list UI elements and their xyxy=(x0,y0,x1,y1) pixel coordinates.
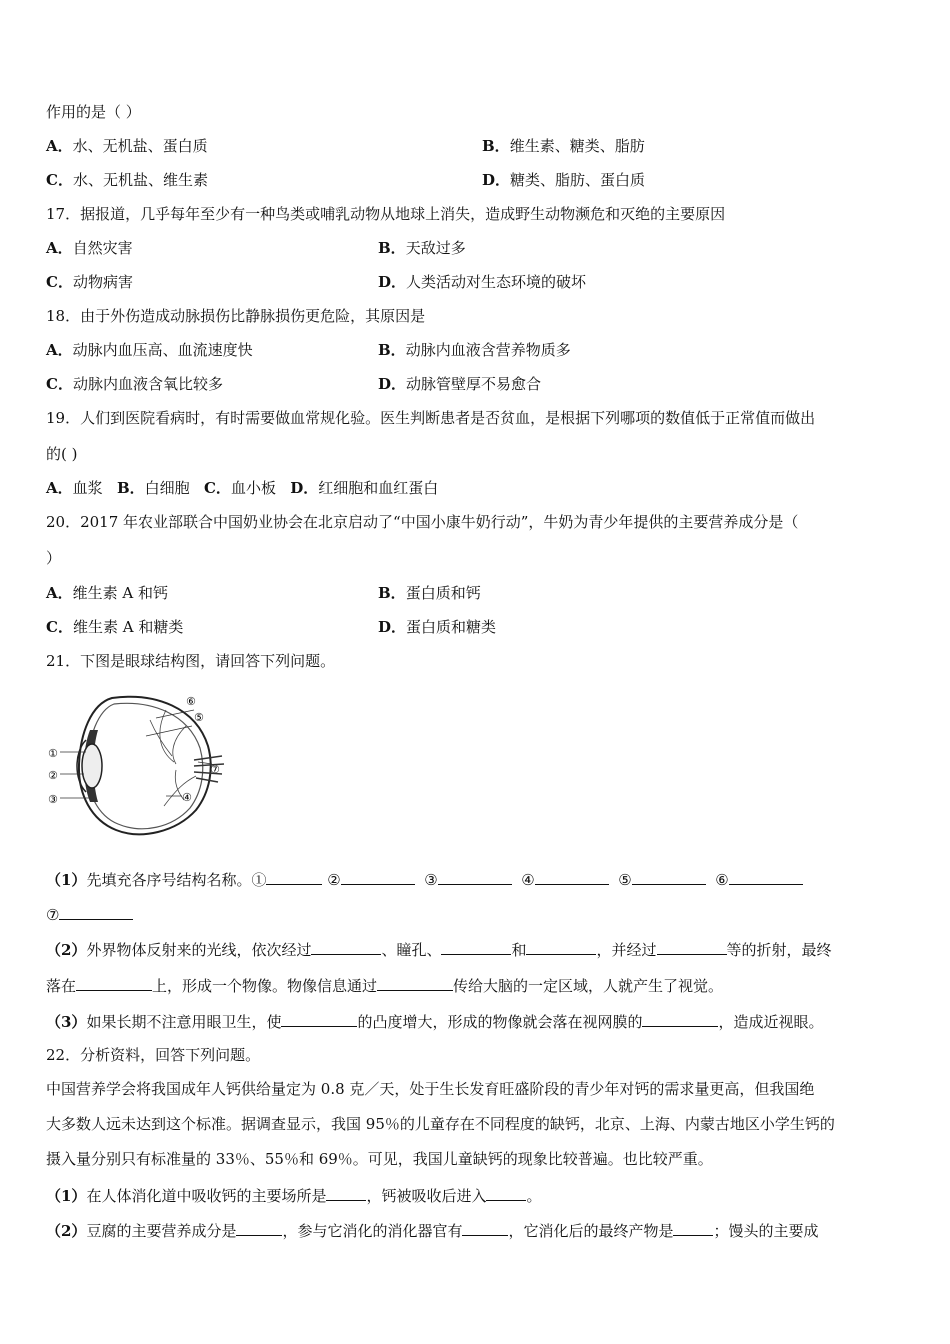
label-4: ④ xyxy=(182,791,192,804)
option-label: C． xyxy=(203,479,231,497)
option-label: B． xyxy=(378,239,406,257)
q21-part1 xyxy=(46,869,803,890)
mark-3: ③ xyxy=(424,871,438,889)
option-text: 维生素 A 和钙 xyxy=(72,584,169,602)
mark-7: ⑦ xyxy=(46,906,60,924)
part-label: （2） xyxy=(46,1222,87,1240)
q22-part2 xyxy=(46,1220,819,1241)
option-text: 天敌过多 xyxy=(405,239,466,257)
q17-stem: 17．据报道，几乎每年至少有一种鸟类或哺乳动物从地球上消失，造成野生动物濒危和灭绝的主要原因 xyxy=(46,205,726,223)
text-seg: ；馒头的主要成 xyxy=(713,1222,819,1240)
q20-option-c xyxy=(46,617,183,637)
text-seg: 落在 xyxy=(46,977,77,995)
q20-stem-line1: 20．2017 年农业部联合中国奶业协会在北京启动了“中国小康牛奶行动”，牛奶为青少年提供的主要营养成分是（ xyxy=(46,513,799,531)
q21-part1-cont xyxy=(46,904,133,925)
option-label: A． xyxy=(46,137,73,155)
q18-option-d xyxy=(378,374,541,394)
option-label: B． xyxy=(116,479,145,497)
text-seg: ，并经过 xyxy=(596,941,657,959)
option-text: 血浆 xyxy=(72,479,103,497)
q22-stem: 22．分析资料，回答下列问题。 xyxy=(46,1046,261,1064)
text-seg: ，造成近视眼。 xyxy=(718,1013,824,1031)
q16-option-c xyxy=(46,170,208,190)
option-text: 人类活动对生态环境的破坏 xyxy=(406,273,587,291)
option-label: D． xyxy=(378,618,407,636)
q20-option-b xyxy=(378,583,481,603)
option-text: 水、无机盐、维生素 xyxy=(72,171,208,189)
q18-option-a xyxy=(46,340,253,360)
mark-6: ⑥ xyxy=(715,871,729,889)
option-label: B． xyxy=(482,137,510,155)
option-label: B． xyxy=(378,584,406,602)
blank-4[interactable] xyxy=(535,869,609,885)
blank-7[interactable] xyxy=(59,904,133,920)
q18-option-c xyxy=(46,374,223,394)
blank[interactable] xyxy=(486,1185,526,1201)
option-label: B． xyxy=(378,341,406,359)
label-1: ① xyxy=(48,747,58,760)
option-text: 白细胞 xyxy=(144,479,190,497)
text-seg: 、瞳孔、 xyxy=(381,941,442,959)
blank[interactable] xyxy=(642,1011,718,1027)
label-2: ② xyxy=(48,769,58,782)
mark-4: ④ xyxy=(521,871,535,889)
blank[interactable] xyxy=(441,939,511,955)
blank-6[interactable] xyxy=(729,869,803,885)
option-text: 蛋白质和糖类 xyxy=(406,618,497,636)
blank[interactable] xyxy=(311,939,381,955)
option-text: 血小板 xyxy=(230,479,276,497)
option-label: C． xyxy=(46,273,73,291)
option-text: 动脉内血液含氧比较多 xyxy=(72,375,223,393)
text-seg: ，钙被吸收后进入 xyxy=(366,1187,487,1205)
text-seg: ，参与它消化的消化器官有 xyxy=(282,1222,463,1240)
option-text: 动脉管壁厚不易愈合 xyxy=(406,375,542,393)
part-text: 先填充各序号结构名称。 xyxy=(86,871,252,889)
blank[interactable] xyxy=(281,1011,357,1027)
part-label: （1） xyxy=(46,871,87,889)
q22-material-line1: 中国营养学会将我国成年人钙供给量定为 0.8 克／天，处于生长发育旺盛阶段的青少年对钙的需求量更高，但我国绝 xyxy=(46,1080,815,1098)
q22-part1 xyxy=(46,1185,541,1206)
text-seg: ，它消化后的最终产物是 xyxy=(508,1222,674,1240)
blank[interactable] xyxy=(526,939,596,955)
option-text: 糖类、脂肪、蛋白质 xyxy=(510,171,646,189)
text-seg: 的凸度增大，形成的物像就会落在视网膜的 xyxy=(357,1013,643,1031)
option-label: D． xyxy=(482,171,511,189)
lens-shape xyxy=(82,744,102,788)
q20-stem-line2: ） xyxy=(46,549,62,567)
blank[interactable] xyxy=(673,1220,713,1236)
option-text: 动脉内血压高、血流速度快 xyxy=(72,341,253,359)
option-text: 红细胞和血红蛋白 xyxy=(318,479,439,497)
option-text: 蛋白质和钙 xyxy=(405,584,481,602)
q16-option-b xyxy=(482,136,645,156)
option-label: A． xyxy=(46,341,73,359)
option-label: D． xyxy=(290,479,319,497)
text-seg: 如果长期不注意用眼卫生，使 xyxy=(86,1013,282,1031)
q22-material-line2: 大多数人远未达到这个标准。据调查显示，我国 95％的儿童存在不同程度的缺钙，北京、上海、内蒙古地区小学生钙的 xyxy=(46,1115,835,1133)
option-label: C． xyxy=(46,618,73,636)
q18-option-b xyxy=(378,340,571,360)
option-label: D． xyxy=(378,375,407,393)
blank-2[interactable] xyxy=(341,869,415,885)
blank[interactable] xyxy=(377,975,453,991)
option-label: D． xyxy=(378,273,407,291)
part-label: （2） xyxy=(46,941,87,959)
blank-3[interactable] xyxy=(438,869,512,885)
option-label: A． xyxy=(46,479,73,497)
option-text: 自然灾害 xyxy=(72,239,133,257)
blank[interactable] xyxy=(76,975,152,991)
text-seg: 传给大脑的一定区域，人就产生了视觉。 xyxy=(453,977,724,995)
eyeball-diagram xyxy=(46,690,236,840)
blank[interactable] xyxy=(657,939,727,955)
mark-1: ① xyxy=(251,871,267,889)
mark-2: ② xyxy=(327,871,341,889)
option-label: C． xyxy=(46,171,73,189)
option-label: C． xyxy=(46,375,73,393)
option-text: 动脉内血液含营养物质多 xyxy=(405,341,571,359)
q19-stem-line2: 的( ) xyxy=(46,445,78,463)
blank[interactable] xyxy=(462,1220,508,1236)
q16-option-d xyxy=(482,170,645,190)
choroid-layer xyxy=(87,703,203,828)
text-seg: 和 xyxy=(511,941,527,959)
option-label: A． xyxy=(46,239,73,257)
text-seg: 等的折射，最终 xyxy=(726,941,832,959)
part-label: （1） xyxy=(46,1187,87,1205)
q16-stem-tail: 作用的是（ ） xyxy=(46,103,141,121)
q16-option-a xyxy=(46,136,208,156)
option-text: 维生素 A 和糖类 xyxy=(72,618,184,636)
part-label: （3） xyxy=(46,1013,87,1031)
blank[interactable] xyxy=(236,1220,282,1236)
text-seg: 。 xyxy=(526,1187,542,1205)
text-seg: 在人体消化道中吸收钙的主要场所是 xyxy=(86,1187,327,1205)
q17-option-b xyxy=(378,238,466,258)
text-seg: 上，形成一个物像。物像信息通过 xyxy=(152,977,378,995)
mark-5: ⑤ xyxy=(618,871,632,889)
q21-stem: 21．下图是眼球结构图，请回答下列问题。 xyxy=(46,652,336,670)
q20-option-a xyxy=(46,583,168,603)
label-7: ⑦ xyxy=(210,763,220,776)
q20-option-d xyxy=(378,617,496,637)
option-text: 维生素、糖类、脂肪 xyxy=(509,137,645,155)
q19-options xyxy=(46,478,438,498)
blank-5[interactable] xyxy=(632,869,706,885)
leader-lines xyxy=(60,710,212,798)
blank[interactable] xyxy=(326,1185,366,1201)
label-6: ⑥ xyxy=(186,695,196,708)
q17-option-c xyxy=(46,272,133,292)
q21-part2-line2 xyxy=(46,975,723,996)
blank-1[interactable] xyxy=(266,869,322,885)
text-seg: 外界物体反射来的光线，依次经过 xyxy=(86,941,312,959)
q17-option-a xyxy=(46,238,133,258)
label-5: ⑤ xyxy=(194,711,204,724)
q19-stem-line1: 19．人们到医院看病时，有时需要做血常规化验。医生判断患者是否贫血，是根据下列哪项的数值低于正常值而做出 xyxy=(46,409,816,427)
option-label: A． xyxy=(46,584,73,602)
q18-stem: 18．由于外伤造成动脉损伤比静脉损伤更危险，其原因是 xyxy=(46,307,426,325)
option-text: 动物病害 xyxy=(72,273,133,291)
q21-part2-line1 xyxy=(46,939,832,960)
option-text: 水、无机盐、蛋白质 xyxy=(72,137,208,155)
q22-material-line3: 摄入量分别只有标准量的 33％、55％和 69％。可见，我国儿童缺钙的现象比较普遍。也比较严重。 xyxy=(46,1150,713,1168)
label-3: ③ xyxy=(48,793,58,806)
text-seg: 豆腐的主要营养成分是 xyxy=(86,1222,237,1240)
q17-option-d xyxy=(378,272,586,292)
q21-part3 xyxy=(46,1011,823,1032)
